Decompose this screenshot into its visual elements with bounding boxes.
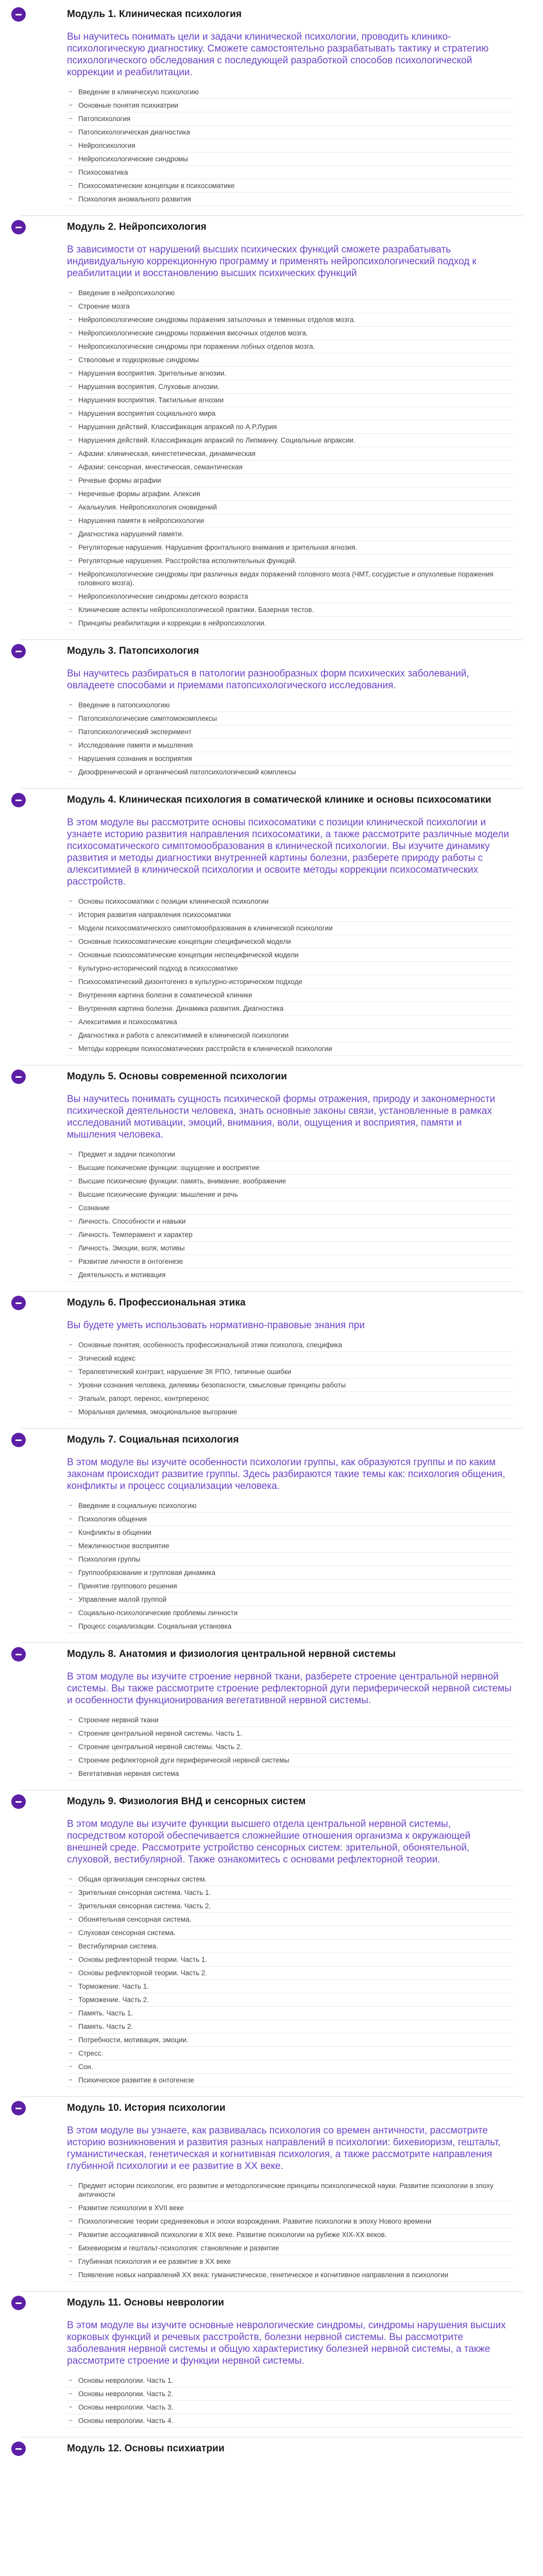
topic-item: Афазии: клиническая, кинестетическая, динамическая [67,447,512,461]
module-header[interactable] [67,2292,512,2314]
module-header[interactable] [67,640,512,663]
topic-item: Введение в социальную психологию [67,1499,512,1513]
topic-item: Нарушения восприятия. Зрительные агнозии. [67,367,512,380]
module-title: Модуль 11. Основы неврологии [67,2297,225,2308]
topic-item: Введение в клиническую психологию [67,86,512,99]
collapse-toggle-icon[interactable] [11,2296,26,2310]
topic-list [67,2179,512,2282]
topic-list [67,286,512,630]
module-section [0,2437,543,2460]
module-header[interactable] [67,1292,512,1314]
module-title: Модуль 1. Клиническая психология [67,9,242,20]
topic-item: Нейропсихологические синдромы поражения затылочных и теменных отделов мозга. [67,313,512,327]
topic-item: Нарушения восприятия. Слуховые агнозии. [67,380,512,394]
topic-item: Неречевые формы аграфии. Алексия [67,487,512,501]
topic-item: Нарушения восприятия. Тактильные агнозии [67,394,512,407]
topic-item: Личность. Темперамент и характер [67,1228,512,1242]
topic-item: Основы рефлекторной теории. Часть 2. [67,1967,512,1980]
module-section [0,789,543,1056]
module-description: В зависимости от нарушений высших психических функций сможете разрабатывать индивидуальную коррекционную программу и применять нейропсихологический подход к реабилитации и восстановлению высших психических функций [67,244,477,279]
minus-icon [15,227,22,228]
module-description: В этом модуле вы изучите функции высшего отдела центральной нервной системы, посредством которой обеспечивается сложнейшие отношения организма к окружающей внешней среде. Рассмотрите устройство сенсорных систем: зрительной, обонятельной, слуховой, вестибулярной. Также ознакомитесь с основами рефлекторной теории. [67,1819,471,1865]
topic-item: Внутренняя картина болезни в соматической клинике [67,989,512,1002]
topic-item: Основы психосоматики с позиции клинической психологии [67,895,512,908]
topic-item: Диагностика и работа с алекситимией в клинической психологии [67,1029,512,1042]
collapse-toggle-icon[interactable] [11,1647,26,1662]
topic-item: Регуляторные нарушения. Расстройства исполнительных функций. [67,554,512,568]
topic-item: Строение центральной нервной системы. Часть 1. [67,1727,512,1740]
topic-item: Высшие психические функции: ощущение и восприятие [67,1161,512,1175]
topic-item: Нарушения восприятия социального мира [67,407,512,420]
collapse-toggle-icon[interactable] [11,644,26,658]
topic-item: Вестибулярная система. [67,1940,512,1953]
collapse-toggle-icon[interactable] [11,1296,26,1310]
topic-list [67,1499,512,1633]
minus-icon [15,1302,22,1304]
topic-item: Основные психосоматические концепции специфической модели [67,935,512,948]
topic-item: Уровни сознания человека, дилеммы безопасности, смысловые принципы работы [67,1379,512,1392]
topic-item: Торможение. Часть 1. [67,1980,512,1993]
topic-item: Основы неврологии. Часть 1. [67,2374,512,2387]
module-description: В этом модуле вы рассмотрите основы психосоматики с позиции клинической психологии и узнаете историю развития направления психосоматики, а также рассмотрите различные модели психосоматического симптомообразования в клинической психологии. Вы изучите динамику развития и методы диагностики внутренней картины болезни, разберете природу работы с алекситимией в клинической психологии и освоите методы коррекции психосоматических расстройств. [67,817,509,887]
topic-list [67,895,512,1056]
topic-item: Конфликты в общении [67,1526,512,1539]
topic-list [67,86,512,206]
topic-item: Диагностика нарушений памяти. [67,528,512,541]
topic-item: Внутренняя картина болезни. Динамика развития. Диагностика [67,1002,512,1015]
module-section [0,1429,543,1633]
topic-item: Психология группы [67,1553,512,1566]
minus-icon [15,1076,22,1078]
collapse-toggle-icon[interactable] [11,2101,26,2115]
topic-list [67,1148,512,1282]
module-section [0,1790,543,2087]
topic-item: Слуховая сенсорная система. [67,1926,512,1940]
topic-list [67,699,512,779]
topic-item: Управление малой группой [67,1593,512,1606]
module-title: Модуль 8. Анатомия и физиология центральной нервной системы [67,1649,396,1659]
topic-item: Стволовые и подкорковые синдромы [67,353,512,367]
module-header[interactable] [67,1790,512,1813]
minus-icon [15,1439,22,1441]
module-description: Вы научитесь разбираться в патологии разнообразных форм психических заболеваний, овладеете способами и приемами патопсихологического исследования. [67,668,469,691]
topic-item: Нарушения действий. Классификация апраксий по А.Р.Лурия [67,420,512,434]
module-title: Модуль 9. Физиология ВНД и сенсорных систем [67,1796,306,1807]
topic-item: Нейропсихология [67,139,512,152]
topic-item: Предмет истории психологии, его развитие и методологические принципы психологической науки. Развитие психологии в эпоху античности [67,2179,512,2201]
topic-item: Основные понятия психиатрии [67,99,512,112]
minus-icon [15,14,22,15]
topic-item: Обонятельная сенсорная система. [67,1913,512,1926]
topic-item: Основные понятия, особенность профессиональной этики психолога, специфика [67,1338,512,1352]
topic-item: Дизофренический и органический патопсихологический комплексы [67,766,512,779]
topic-item: Развитие ассоциативной психологии в XIX веке. Развитие психологии на рубеже XIX-XX веков. [67,2228,512,2242]
minus-icon [15,2108,22,2109]
topic-item: Патопсихологический эксперимент [67,725,512,739]
module-description: Вы будете уметь использовать нормативно-правовые знания при [67,1320,365,1331]
topic-item: Исследование памяти и мышления [67,739,512,752]
topic-item: Нейропсихологические синдромы при различных видах поражений головного мозга (ЧМТ, сосудистые и опухолевые поражения головного мозга). [67,568,512,590]
module-section [0,640,543,779]
topic-item: Нейропсихологические синдромы детского возраста [67,590,512,603]
module-description: В этом модуле вы изучите основные неврологические синдромы, синдромы нарушения высших корковых функций и речевых расстройств, болезни нервной системы. Вы рассмотрите заболевания нервной системы и общую характеристику болезней нервной системы, а также рассмотрите строение и функции нервной системы. [67,2320,506,2366]
minus-icon [15,2448,22,2450]
topic-item: Методы коррекции психосоматических расстройств в клинической психологии [67,1042,512,1056]
topic-item: Модели психосоматического симптомообразования в клинической психологии [67,922,512,935]
topic-item: Основы неврологии. Часть 2. [67,2387,512,2401]
topic-item: Развитие личности в онтогенезе [67,1255,512,1268]
module-header[interactable] [67,789,512,811]
topic-item: Моральная дилемма, эмоциональное выгорание [67,1405,512,1419]
topic-item: Сознание [67,1201,512,1215]
topic-item: Торможение. Часть 2. [67,1993,512,2007]
topic-item: Память. Часть 1. [67,2007,512,2020]
minus-icon [15,651,22,652]
module-title: Модуль 7. Социальная психология [67,1434,239,1445]
topic-item: Клинические аспекты нейропсихологической практики. Базерная тестов. [67,603,512,617]
topic-item: Сон. [67,2060,512,2074]
topic-item: Основные психосоматические концепции неспецифической модели [67,948,512,962]
topic-item: Зрительная сенсорная система. Часть 2. [67,1900,512,1913]
module-header[interactable] [67,1429,512,1451]
module-section [0,2292,543,2428]
topic-item: Принятие группового решения [67,1580,512,1593]
collapse-toggle-icon[interactable] [11,220,26,234]
topic-list [67,1714,512,1781]
topic-item: Глубинная психология и ее развитие в XX веке [67,2255,512,2268]
collapse-toggle-icon[interactable] [11,793,26,807]
collapse-toggle-icon[interactable] [11,1433,26,1447]
topic-item: Патопсихологические симптомокомплексы [67,712,512,725]
topic-item: Бихевиоризм и гештальт-психология: становление и развитие [67,2242,512,2255]
topic-item: Процесс социализации. Социальная установка [67,1620,512,1633]
topic-item: Основы неврологии. Часть 4. [67,2414,512,2428]
module-description: В этом модуле вы изучите особенности психологии группы, как образуются группы и по каким законам происходит развитие группы. Здесь разбираются такие темы как: психология общения, конфликты и процесс социализации человека. [67,1457,505,1492]
module-header[interactable] [67,1065,512,1088]
topic-item: Речевые формы аграфии [67,474,512,487]
topic-item: История развития направления психосоматики [67,908,512,922]
topic-item: Этический кодекс [67,1352,512,1365]
module-section [0,1292,543,1419]
module-header[interactable] [67,3,512,26]
topic-item: Социально-психологические проблемы личности [67,1606,512,1620]
topic-item: Группообразование и групповая динамика [67,1566,512,1580]
module-title: Модуль 12. Основы психиатрии [67,2443,225,2454]
topic-item: Личность. Способности и навыки [67,1215,512,1228]
topic-list [67,1873,512,2087]
topic-item: Психосоматические концепции в психосоматике [67,179,512,193]
topic-item: Патопсихология [67,112,512,126]
collapse-toggle-icon[interactable] [11,1794,26,1809]
topic-item: Нарушения действий. Классификация апраксий по Липманну. Социальные апраксии. [67,434,512,447]
topic-item: Основы рефлекторной теории. Часть 1. [67,1953,512,1967]
topic-list [67,2374,512,2428]
module-section [0,2097,543,2282]
module-section [0,1643,543,1781]
topic-item: Психосоматика [67,166,512,179]
topic-item: Личность. Эмоции, воля, мотивы [67,1242,512,1255]
module-title: Модуль 2. Нейропсихология [67,222,207,232]
topic-item: Нарушения сознания и восприятия [67,752,512,766]
topic-item: Психология общения [67,1513,512,1526]
module-title: Модуль 10. История психологии [67,2103,226,2113]
topic-item: Строение рефлекторной дуги периферической нервной системы [67,1754,512,1767]
minus-icon [15,2302,22,2304]
topic-item: Психическое развитие в онтогенезе [67,2074,512,2087]
topic-item: Акалькулия. Нейропсихология сновидений [67,501,512,514]
topic-item: Предмет и задачи психологии [67,1148,512,1161]
topic-item: Психологические теории средневековья и эпохи возрождения. Развитие психологии в эпоху Нового времени [67,2215,512,2228]
topic-item: Зрительная сенсорная система. Часть 1. [67,1886,512,1900]
module-description: Вы научитесь понимать цели и задачи клинической психологии, проводить клинико-психологическую диагностику. Сможете самостоятельно разрабатывать тактику и стратегию психологического обследования с последующей разработкой способов психологической коррекции и реабилитации. [67,31,489,78]
topic-item: Нейропсихологические синдромы [67,152,512,166]
topic-item: Нарушения памяти в нейропсихологии [67,514,512,528]
topic-item: Афазии: сенсорная, мнестическая, семантическая [67,461,512,474]
topic-item: Строение мозга [67,300,512,313]
topic-item: Введение в патопсихологию [67,699,512,712]
module-header[interactable] [67,2437,512,2460]
topic-item: Строение центральной нервной системы. Часть 2. [67,1740,512,1754]
topic-item: Психосоматический дизонтогенез в культурно-историческом подходе [67,975,512,989]
module-title: Модуль 6. Профессиональная этика [67,1297,246,1308]
module-title: Модуль 3. Патопсихология [67,646,199,656]
minus-icon [15,800,22,801]
topic-item: Патопсихологическая диагностика [67,126,512,139]
topic-item: Деятельность и мотивация [67,1268,512,1282]
module-section [0,216,543,630]
collapse-toggle-icon[interactable] [11,2442,26,2456]
topic-item: Межличностное восприятие [67,1539,512,1553]
topic-item: Основы неврологии. Часть 3. [67,2401,512,2414]
module-section [0,1065,543,1282]
topic-list [67,1338,512,1419]
topic-item: Алекситимия и психосоматика [67,1015,512,1029]
topic-item: Введение в нейропсихологию [67,286,512,300]
topic-item: Вегетативная нервная система [67,1767,512,1781]
topic-item: Терапевтический контракт, нарушение ЗК РПО, типичные ошибки [67,1365,512,1379]
topic-item: Появление новых направлений XX века: гуманистическое, генетическое и когнитивное направления в психологии [67,2268,512,2282]
minus-icon [15,1801,22,1803]
module-header[interactable] [67,1643,512,1666]
topic-item: Память. Часть 2. [67,2020,512,2033]
topic-item: Психология аномального развития [67,193,512,206]
topic-item: Высшие психические функции: мышление и речь [67,1188,512,1201]
module-description: В этом модуле вы узнаете, как развивалась психология со времен античности, рассмотрите историю возникновения и развития разных направлений в психологии: бихевиоризм, гештальт, гуманистическая, генетическая и когнитивная психология, а также рассмотрите направления глубинной психологии и ее развитие в XX веке. [67,2125,501,2172]
topic-item: Строение нервной ткани [67,1714,512,1727]
topic-item: Нейропсихологические синдромы при поражении лобных отделов мозга. [67,340,512,353]
topic-item: Регуляторные нарушения. Нарушения фронтального внимания и зрительная агнозия. [67,541,512,554]
topic-item: Этапы/и, рапорт, перенос, контрперенос [67,1392,512,1405]
module-header[interactable] [67,2097,512,2120]
topic-item: Принципы реабилитации и коррекции в нейропсихологии. [67,617,512,630]
topic-item: Развитие психологии в XVII веке [67,2201,512,2215]
collapse-toggle-icon[interactable] [11,7,26,22]
module-section [0,3,543,206]
minus-icon [15,1654,22,1655]
topic-item: Высшие психические функции: память, внимание, воображение [67,1175,512,1188]
module-title: Модуль 4. Клиническая психология в соматической клинике и основы психосоматики [67,794,491,805]
topic-item: Нейропсихологические синдромы поражения височных отделов мозга. [67,327,512,340]
module-header[interactable] [67,216,512,239]
topic-item: Стресс. [67,2047,512,2060]
topic-item: Потребности, мотивация, эмоции. [67,2033,512,2047]
module-title: Модуль 5. Основы современной психологии [67,1071,287,1082]
module-description: В этом модуле вы изучите строение нервной ткани, разберете строение центральной нервной системы. Вы также рассмотрите строение рефлекторной дуги периферической нервной системы и особенности функционирования вегетативной нервной системы. [67,1671,512,1706]
module-description: Вы научитесь понимать сущность психической формы отражения, природу и закономерности психической деятельности человека, знать основные законы связи, установленные в рамках исследований мотивации, эмоций, внимания, воли, ощущения и восприятия, памяти и мышления человека. [67,1094,496,1140]
topic-item: Культурно-исторический подход в психосоматике [67,962,512,975]
topic-item: Общая организация сенсорных систем. [67,1873,512,1886]
collapse-toggle-icon[interactable] [11,1070,26,1084]
